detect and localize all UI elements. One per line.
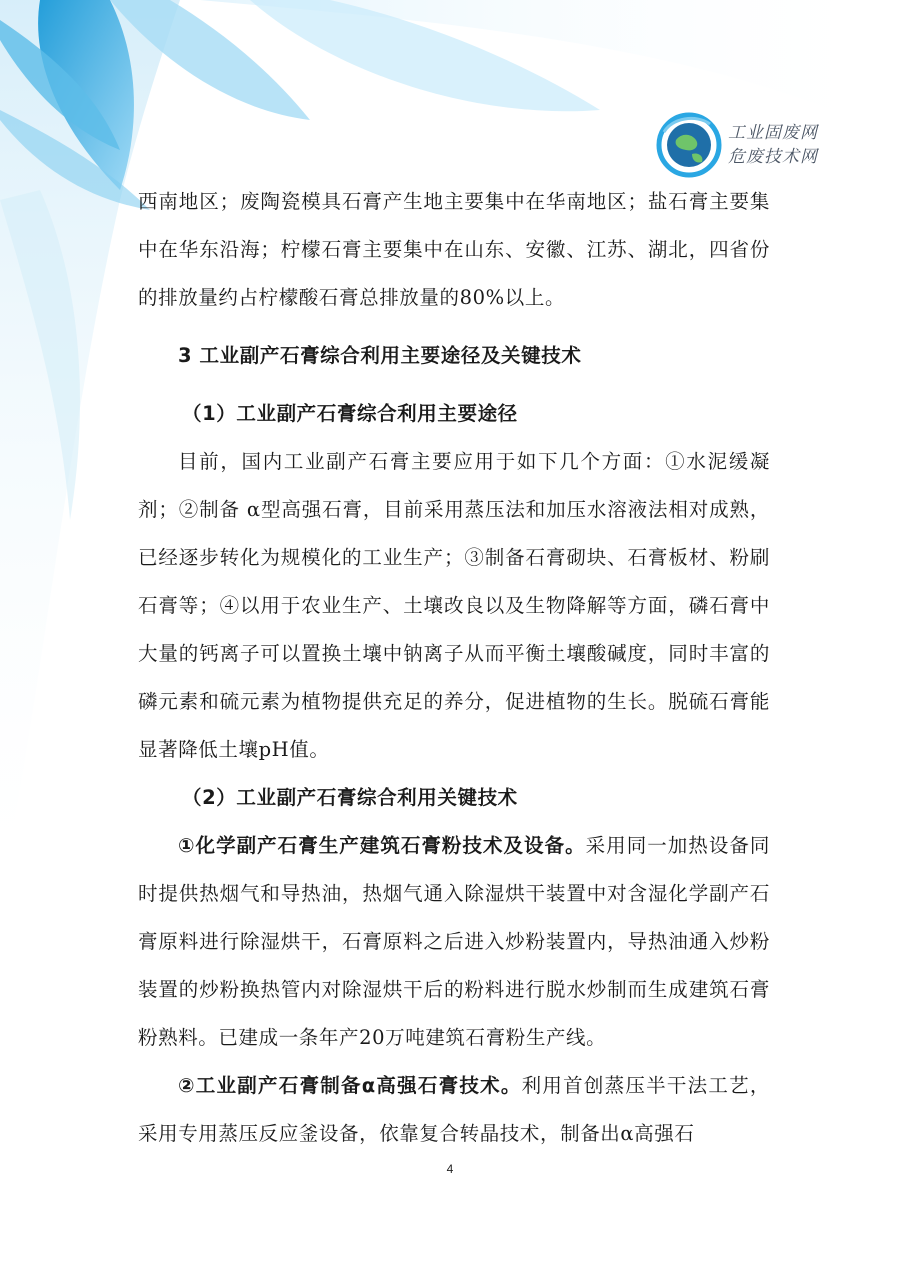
document-body <box>138 178 770 1158</box>
page-number: 4 <box>446 1162 454 1176</box>
globe-swirl-icon <box>656 112 722 178</box>
subsection-heading-1: （1）工业副产石膏综合利用主要途径 <box>182 402 518 425</box>
paragraph-lead-1: ①化学副产石膏生产建筑石膏粉技术及设备。 <box>178 834 586 857</box>
paragraph-regional-distribution: 西南地区；废陶瓷模具石膏产生地主要集中在华南地区；盐石膏主要集中在华东沿海；柠檬石膏主要集中在山东、安徽、江苏、湖北，四省份的排放量约占柠檬酸石膏总排放量的80%以上。 <box>138 190 770 309</box>
paragraph-building-gypsum-tech <box>138 822 770 1062</box>
paragraph-main-applications: 目前，国内工业副产石膏主要应用于如下几个方面：①水泥缓凝剂；②制备 α型高强石膏，目前采用蒸压法和加压水溶液法相对成熟，已经逐步转化为规模化的工业生产；③制备石膏砌块、石膏板材、粉刷石膏等；④以用于农业生产、土壤改良以及生物降解等方面，磷石膏中大量的钙离子可以置换土壤中钠离子从而平衡土壤酸碱度，同时丰富的磷元素和硫元素为植物提供充足的养分，促进植物的生长。脱硫石膏能显著降低土壤pH值。 <box>138 450 770 761</box>
section-heading-3: 3 工业副产石膏综合利用主要途径及关键技术 <box>178 344 582 367</box>
logo-line-2: 危废技术网 <box>728 147 818 167</box>
paragraph-body-2: 利用首创蒸压半干法工艺，采用专用蒸压反应釜设备，依靠复合转晶技术，制备出α高强石 <box>138 1074 771 1145</box>
subsection-heading-2: （2）工业副产石膏综合利用关键技术 <box>182 786 518 809</box>
site-logo <box>656 110 836 180</box>
logo-line-1: 工业固废网 <box>728 123 818 143</box>
paragraph-body-1: 采用同一加热设备同时提供热烟气和导热油，热烟气通入除湿烘干装置中对含湿化学副产石膏原料进行除湿烘干，石膏原料之后进入炒粉装置内，导热油通入炒粉装置的炒粉换热管内对除湿烘干后的粉料进行脱水炒制而生成建筑石膏粉熟料。已建成一条年产20万吨建筑石膏粉生产线。 <box>138 834 770 1049</box>
paragraph-lead-2: ②工业副产石膏制备α高强石膏技术。 <box>178 1074 522 1097</box>
paragraph-alpha-gypsum-tech <box>138 1062 770 1158</box>
